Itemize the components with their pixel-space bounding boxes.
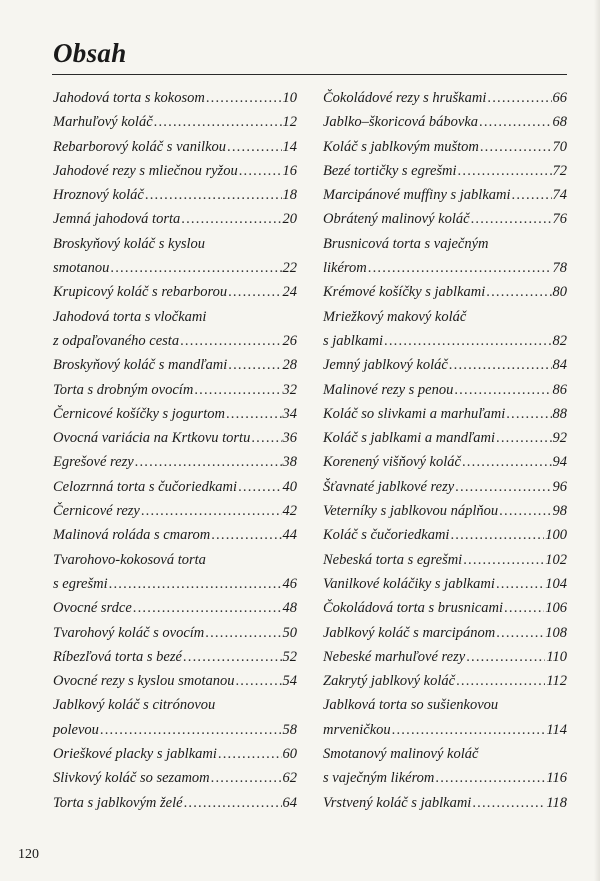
toc-entry-page: 88 bbox=[552, 405, 567, 422]
toc-entry bbox=[323, 159, 567, 183]
toc-entry-page: 16 bbox=[282, 162, 297, 179]
toc-entry-line bbox=[323, 766, 567, 790]
toc-entry-line bbox=[323, 596, 567, 620]
dot-leader bbox=[449, 353, 552, 377]
toc-entry bbox=[53, 499, 297, 523]
dot-leader bbox=[145, 183, 282, 207]
dot-leader bbox=[100, 718, 282, 742]
toc-entry bbox=[323, 378, 567, 402]
toc-entry-page: 60 bbox=[282, 746, 297, 763]
dot-leader bbox=[471, 207, 552, 231]
toc-entry bbox=[323, 353, 567, 377]
toc-entry-line bbox=[53, 426, 297, 450]
toc-entry-title: Nebeské marhuľové rezy bbox=[323, 648, 466, 665]
toc-entry-title: Smotanový malinový koláč bbox=[323, 746, 479, 763]
toc-entry-title: Jemný jablkový koláč bbox=[323, 357, 448, 374]
toc-entry-line bbox=[323, 256, 567, 280]
toc-entry bbox=[53, 450, 297, 474]
toc-entry-title: Veterníky s jablkovou náplňou bbox=[323, 503, 499, 520]
toc-entry-title: Koláč s jablkovým muštom bbox=[323, 138, 479, 155]
toc-entry bbox=[53, 475, 297, 499]
toc-entry-page: 66 bbox=[552, 90, 567, 106]
toc-entry-line bbox=[323, 329, 567, 353]
toc-entry-title: Ríbezľová torta s bezé bbox=[53, 648, 182, 665]
toc-entry-line bbox=[323, 402, 567, 426]
dot-leader bbox=[456, 669, 545, 693]
toc-entry-line bbox=[323, 693, 567, 717]
dot-leader bbox=[499, 499, 551, 523]
toc-entry-title: Obrátený malinový koláč bbox=[323, 211, 470, 228]
dot-leader bbox=[506, 402, 551, 426]
toc-entry-line bbox=[53, 135, 297, 159]
toc-entry-title: Koláč so slivkami a marhuľami bbox=[323, 405, 506, 422]
dot-leader bbox=[235, 669, 281, 693]
dot-leader bbox=[239, 159, 282, 183]
toc-entry bbox=[53, 426, 297, 450]
toc-entry bbox=[53, 207, 297, 231]
toc-entry bbox=[53, 791, 297, 815]
toc-entry-line bbox=[53, 86, 297, 110]
toc-entry-title: Ovocné srdce bbox=[53, 600, 132, 617]
toc-entry-line bbox=[53, 621, 297, 645]
toc-entry-page: 64 bbox=[282, 794, 297, 811]
toc-entry-page: 76 bbox=[552, 211, 567, 228]
dot-leader bbox=[479, 110, 551, 134]
toc-entry bbox=[323, 475, 567, 499]
toc-entry-title: z odpaľovaného cesta bbox=[53, 332, 180, 349]
toc-entry-line bbox=[53, 329, 297, 353]
toc-entry bbox=[323, 183, 567, 207]
toc-entry-page: 100 bbox=[545, 527, 567, 544]
toc-entry bbox=[323, 791, 567, 815]
toc-entry-title: Černicové rezy bbox=[53, 503, 140, 520]
toc-entry bbox=[323, 499, 567, 523]
toc-entry-title: Černicové košíčky s jogurtom bbox=[53, 405, 225, 422]
toc-entry-page: 98 bbox=[552, 503, 567, 520]
toc-entry-line bbox=[323, 110, 567, 134]
toc-entry-page: 54 bbox=[282, 673, 297, 690]
toc-entry-page: 78 bbox=[552, 260, 567, 277]
toc-entry-line bbox=[323, 426, 567, 450]
toc-entry-line bbox=[323, 742, 567, 766]
toc-entry-title: Vrstvený koláč s jablkami bbox=[323, 794, 472, 811]
toc-entry-line bbox=[323, 523, 567, 547]
toc-entry-title: Krupicový koláč s rebarborou bbox=[53, 284, 228, 301]
dot-leader bbox=[181, 207, 281, 231]
toc-entry bbox=[323, 402, 567, 426]
toc-entry-page: 34 bbox=[282, 405, 297, 422]
page-number: 120 bbox=[18, 847, 39, 862]
toc-entry bbox=[53, 232, 297, 281]
toc-entry-line bbox=[53, 791, 297, 815]
toc-entry-title: Marhuľový koláč bbox=[53, 114, 153, 131]
toc-entry-page: 84 bbox=[552, 357, 567, 374]
toc-entry-title: Rebarborový koláč s vanilkou bbox=[53, 138, 227, 155]
dot-leader bbox=[496, 621, 544, 645]
toc-entry-line bbox=[323, 572, 567, 596]
toc-entry-line bbox=[53, 596, 297, 620]
toc-entry-page: 24 bbox=[282, 284, 297, 301]
toc-entry-title: Šťavnaté jablkové rezy bbox=[323, 478, 455, 495]
toc-entry-page: 50 bbox=[282, 624, 297, 641]
dot-leader bbox=[211, 766, 282, 790]
toc-entry bbox=[323, 621, 567, 645]
toc-entry-title: Nebeská torta s egrešmi bbox=[323, 551, 463, 568]
toc-entry-title: Vanilkové koláčiky s jablkami bbox=[323, 575, 495, 592]
toc-entry-title: likérom bbox=[323, 260, 367, 277]
toc-entry-title: Marcipánové muffiny s jablkami bbox=[323, 187, 511, 204]
toc-entry-line bbox=[53, 572, 297, 596]
dot-leader bbox=[194, 378, 281, 402]
toc-entry-page: 10 bbox=[282, 90, 297, 106]
toc-entry-line bbox=[53, 718, 297, 742]
dot-leader bbox=[463, 548, 544, 572]
toc-entry-page: 118 bbox=[546, 794, 567, 811]
toc-entry-title: Krémové košíčky s jablkami bbox=[323, 284, 486, 301]
toc-entry-title: Jablko–škoricová bábovka bbox=[323, 114, 479, 131]
toc-entry-title: polevou bbox=[53, 721, 99, 738]
toc-entry-page: 106 bbox=[545, 600, 567, 617]
toc-entry-title: Jahodové rezy s mliečnou ryžou bbox=[53, 162, 238, 179]
toc-entry bbox=[323, 426, 567, 450]
dot-leader bbox=[211, 523, 281, 547]
toc-entry-title: mrveničkou bbox=[323, 721, 391, 738]
dot-leader bbox=[206, 86, 282, 110]
toc-entry-title: Brusnicová torta s vaječným bbox=[323, 235, 489, 252]
toc-entry-line bbox=[53, 256, 297, 280]
toc-entry bbox=[53, 183, 297, 207]
toc-entry-line bbox=[323, 86, 567, 110]
toc-entry-title: Torta s jablkovým želé bbox=[53, 794, 183, 811]
toc-left-column bbox=[53, 86, 297, 815]
toc-entry bbox=[323, 110, 567, 134]
toc-entry-title: Jablkový koláč s marcipánom bbox=[323, 624, 496, 641]
dot-leader bbox=[135, 450, 282, 474]
toc-entry-title: Korenený višňový koláč bbox=[323, 454, 461, 471]
dot-leader bbox=[384, 329, 551, 353]
toc-entry-title: Jemná jahodová torta bbox=[53, 211, 181, 228]
toc-entry-title: Broskyňový koláč s mandľami bbox=[53, 357, 228, 374]
toc-entry bbox=[323, 548, 567, 572]
toc-entry-title: Mriežkový makový koláč bbox=[323, 308, 467, 325]
toc-entry-title: Jahodová torta s vločkami bbox=[53, 308, 207, 325]
dot-leader bbox=[480, 135, 552, 159]
dot-leader bbox=[496, 426, 551, 450]
dot-leader bbox=[496, 572, 544, 596]
toc-entry-page: 28 bbox=[282, 357, 297, 374]
toc-entry-title: Zakrytý jablkový koláč bbox=[323, 673, 456, 690]
toc-entry bbox=[53, 669, 297, 693]
toc-entry bbox=[323, 669, 567, 693]
toc-entry-page: 58 bbox=[282, 721, 297, 738]
toc-entry-title: Čokoládové rezy s hruškami bbox=[323, 90, 487, 106]
toc-entry-line bbox=[53, 669, 297, 693]
dot-leader bbox=[368, 256, 552, 280]
toc-entry-title: Celozrnná torta s čučoriedkami bbox=[53, 478, 238, 495]
toc-entry-line bbox=[323, 232, 567, 256]
dot-leader bbox=[110, 256, 281, 280]
toc-entry-page: 104 bbox=[545, 575, 567, 592]
toc-entry-line bbox=[323, 645, 567, 669]
toc-entry-title: Jablkový koláč s citrónovou bbox=[53, 697, 216, 714]
toc-entry-line bbox=[53, 305, 297, 329]
toc-entry-page: 36 bbox=[282, 430, 297, 447]
toc-entry bbox=[53, 742, 297, 766]
toc-entry bbox=[323, 742, 567, 791]
dot-leader bbox=[227, 135, 281, 159]
toc-entry bbox=[323, 305, 567, 354]
toc-entry-title: Malinová roláda s cmarom bbox=[53, 527, 211, 544]
dot-leader bbox=[472, 791, 545, 815]
toc-entry bbox=[323, 207, 567, 231]
toc-entry-line bbox=[323, 475, 567, 499]
toc-entry bbox=[53, 766, 297, 790]
toc-entry bbox=[53, 86, 297, 110]
toc-entry-page: 108 bbox=[545, 624, 567, 641]
toc-entry-line bbox=[323, 791, 567, 815]
title-rule bbox=[52, 74, 567, 75]
toc-entry bbox=[53, 621, 297, 645]
toc-entry bbox=[53, 135, 297, 159]
toc-entry bbox=[53, 548, 297, 597]
toc-entry bbox=[53, 693, 297, 742]
toc-entry-page: 40 bbox=[282, 478, 297, 495]
toc-entry-title: Tvarohovo-kokosová torta bbox=[53, 551, 206, 568]
toc-entry-page: 32 bbox=[282, 381, 297, 398]
page-edge-shadow bbox=[594, 0, 600, 881]
toc-entry-page: 12 bbox=[282, 114, 297, 131]
dot-leader bbox=[205, 621, 281, 645]
toc-entry-title: Jahodová torta s kokosom bbox=[53, 90, 205, 106]
toc-entry bbox=[323, 523, 567, 547]
toc-entry-line bbox=[323, 135, 567, 159]
toc-entry-line bbox=[53, 523, 297, 547]
toc-entry-line bbox=[53, 232, 297, 256]
toc-entry bbox=[323, 135, 567, 159]
dot-leader bbox=[218, 742, 282, 766]
toc-entry-title: Bezé tortičky s egrešmi bbox=[323, 162, 457, 179]
toc-entry bbox=[323, 280, 567, 304]
toc-entry-page: 74 bbox=[552, 187, 567, 204]
toc-entry-line bbox=[53, 499, 297, 523]
toc-entry-line bbox=[53, 645, 297, 669]
toc-entry-title: Ovocné rezy s kyslou smotanou bbox=[53, 673, 235, 690]
toc-entry-line bbox=[323, 183, 567, 207]
toc-entry-title: Egrešové rezy bbox=[53, 454, 134, 471]
dot-leader bbox=[512, 183, 552, 207]
toc-entry-page: 42 bbox=[282, 503, 297, 520]
toc-entry bbox=[53, 110, 297, 134]
toc-entry-title: s jablkami bbox=[323, 332, 384, 349]
toc-entry-line bbox=[323, 280, 567, 304]
toc-entry-line bbox=[53, 378, 297, 402]
toc-entry bbox=[53, 523, 297, 547]
toc-entry-line bbox=[323, 450, 567, 474]
toc-entry bbox=[323, 645, 567, 669]
toc-entry bbox=[53, 645, 297, 669]
dot-leader bbox=[504, 596, 544, 620]
toc-entry-title: Čokoládová torta s brusnicami bbox=[323, 600, 504, 617]
toc-entry-page: 22 bbox=[282, 260, 297, 277]
dot-leader bbox=[462, 450, 552, 474]
toc-entry-title: Orieškové placky s jablkami bbox=[53, 746, 217, 763]
toc-entry-page: 52 bbox=[282, 648, 297, 665]
toc-entry-page: 26 bbox=[282, 332, 297, 349]
toc-entry-line bbox=[323, 159, 567, 183]
toc-entry-line bbox=[323, 305, 567, 329]
dot-leader bbox=[466, 645, 545, 669]
dot-leader bbox=[228, 353, 281, 377]
toc-entry-page: 62 bbox=[282, 770, 297, 787]
dot-leader bbox=[141, 499, 282, 523]
toc-entry-line bbox=[53, 402, 297, 426]
dot-leader bbox=[455, 475, 551, 499]
toc-entry-page: 46 bbox=[282, 575, 297, 592]
dot-leader bbox=[154, 110, 282, 134]
toc-entry-page: 70 bbox=[552, 138, 567, 155]
toc-entry-line bbox=[53, 693, 297, 717]
dot-leader bbox=[458, 159, 552, 183]
toc-entry-title: Koláč s jablkami a mandľami bbox=[323, 430, 496, 447]
toc-entry-title: Koláč s čučoriedkami bbox=[323, 527, 450, 544]
dot-leader bbox=[228, 280, 281, 304]
toc-entry-title: Ovocná variácia na Krtkovu tortu bbox=[53, 430, 251, 447]
dot-leader bbox=[486, 280, 551, 304]
toc-entry-page: 38 bbox=[282, 454, 297, 471]
toc-entry bbox=[53, 378, 297, 402]
dot-leader bbox=[226, 402, 282, 426]
toc-entry-page: 72 bbox=[552, 162, 567, 179]
dot-leader bbox=[435, 766, 545, 790]
toc-entry bbox=[53, 305, 297, 354]
toc-entry-title: Slivkový koláč so sezamom bbox=[53, 770, 210, 787]
toc-entry-title: Malinové rezy s penou bbox=[323, 381, 454, 398]
dot-leader bbox=[238, 475, 281, 499]
toc-entry-line bbox=[53, 159, 297, 183]
toc-entry bbox=[323, 693, 567, 742]
toc-entry-page: 94 bbox=[552, 454, 567, 471]
toc-entry-page: 110 bbox=[546, 648, 567, 665]
toc-entry-page: 114 bbox=[546, 721, 567, 738]
toc-entry bbox=[53, 159, 297, 183]
dot-leader bbox=[133, 596, 282, 620]
toc-entry-page: 48 bbox=[282, 600, 297, 617]
toc-entry-title: s vaječným likérom bbox=[323, 770, 435, 787]
dot-leader bbox=[450, 523, 544, 547]
toc-entry-title: smotanou bbox=[53, 260, 110, 277]
toc-entry bbox=[323, 450, 567, 474]
dot-leader bbox=[183, 645, 282, 669]
toc-entry-line bbox=[53, 110, 297, 134]
toc-entry-line bbox=[53, 450, 297, 474]
toc-entry-page: 82 bbox=[552, 332, 567, 349]
toc-entry-page: 102 bbox=[545, 551, 567, 568]
toc-entry-line bbox=[323, 621, 567, 645]
toc-entry-line bbox=[323, 669, 567, 693]
toc-entry-line bbox=[53, 183, 297, 207]
dot-leader bbox=[251, 426, 281, 450]
dot-leader bbox=[392, 718, 546, 742]
toc-entry-page: 14 bbox=[282, 138, 297, 155]
dot-leader bbox=[109, 572, 282, 596]
toc-entry-line bbox=[323, 378, 567, 402]
toc-entry-line bbox=[53, 207, 297, 231]
toc-entry-line bbox=[53, 548, 297, 572]
toc-entry bbox=[323, 596, 567, 620]
toc-entry-page: 68 bbox=[552, 114, 567, 131]
toc-entry-page: 92 bbox=[552, 430, 567, 447]
toc-entry-line bbox=[323, 718, 567, 742]
toc-entry-title: s egrešmi bbox=[53, 575, 108, 592]
toc-right-column bbox=[323, 86, 567, 815]
toc-entry-page: 20 bbox=[282, 211, 297, 228]
toc-entry-page: 80 bbox=[552, 284, 567, 301]
toc-entry-line bbox=[53, 742, 297, 766]
toc-entry bbox=[53, 402, 297, 426]
toc-entry-title: Jablková torta so sušienkovou bbox=[323, 697, 499, 714]
toc-entry bbox=[53, 596, 297, 620]
toc-entry bbox=[323, 572, 567, 596]
toc-entry-page: 112 bbox=[546, 673, 567, 690]
toc-entry-title: Hroznový koláč bbox=[53, 187, 144, 204]
toc-entry bbox=[323, 86, 567, 110]
toc-entry-page: 18 bbox=[282, 187, 297, 204]
toc-entry-line bbox=[323, 207, 567, 231]
dot-leader bbox=[454, 378, 551, 402]
dot-leader bbox=[180, 329, 281, 353]
toc-entry-page: 44 bbox=[282, 527, 297, 544]
dot-leader bbox=[184, 791, 282, 815]
toc-entry bbox=[53, 353, 297, 377]
toc-entry-page: 96 bbox=[552, 478, 567, 495]
toc-entry-title: Torta s drobným ovocím bbox=[53, 381, 194, 398]
toc-entry-line bbox=[323, 548, 567, 572]
toc-entry-line bbox=[53, 353, 297, 377]
toc-entry-line bbox=[53, 475, 297, 499]
toc-entry bbox=[323, 232, 567, 281]
toc-entry-page: 86 bbox=[552, 381, 567, 398]
dot-leader bbox=[487, 86, 551, 110]
toc-entry-line bbox=[323, 499, 567, 523]
toc-entry-title: Broskyňový koláč s kyslou bbox=[53, 235, 206, 252]
toc-entry-line bbox=[323, 353, 567, 377]
toc-entry-line bbox=[53, 280, 297, 304]
toc-entry-page: 116 bbox=[546, 770, 567, 787]
toc-entry-title: Tvarohový koláč s ovocím bbox=[53, 624, 205, 641]
toc-entry bbox=[53, 280, 297, 304]
page-title: Obsah bbox=[53, 38, 127, 68]
toc-entry-line bbox=[53, 766, 297, 790]
